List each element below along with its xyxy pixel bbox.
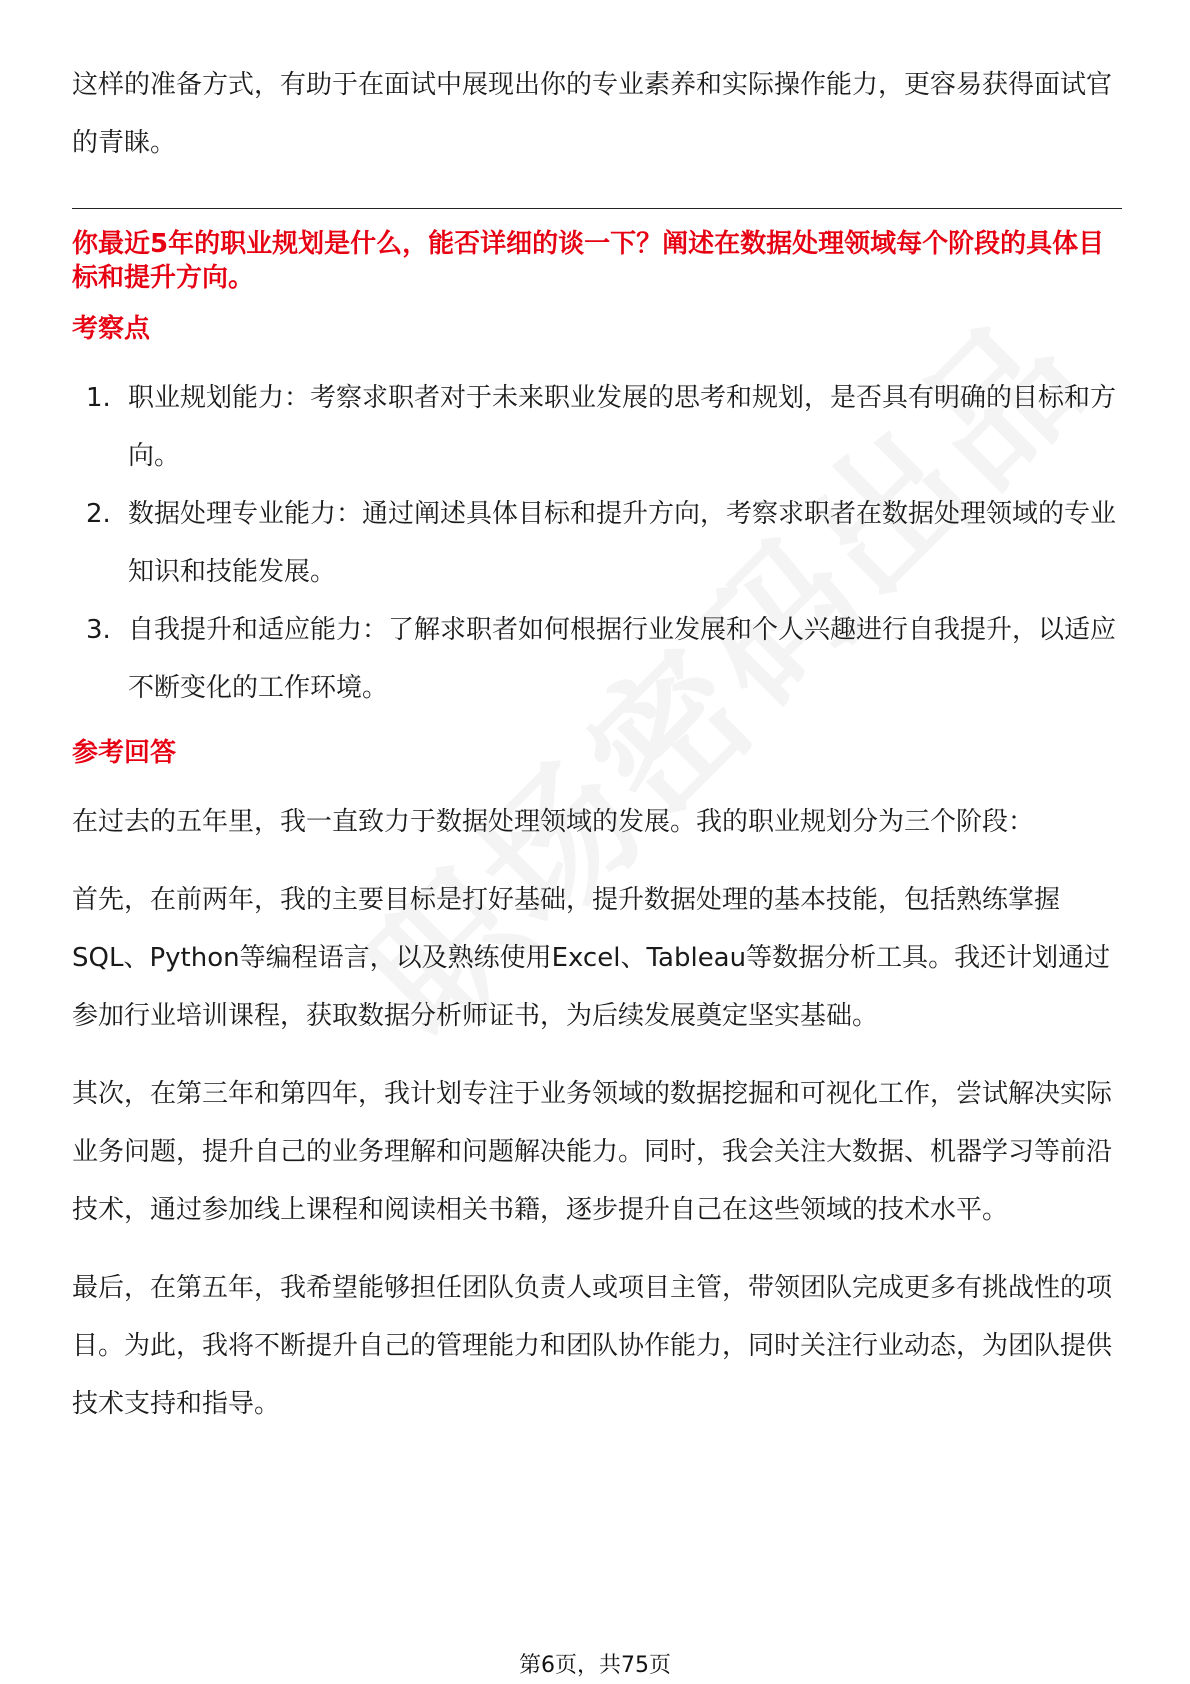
answer-paragraph: 在过去的五年里，我一直致力于数据处理领域的发展。我的职业规划分为三个阶段： <box>72 807 1035 837</box>
answer-paragraph: 首先，在前两年，我的主要目标是打好基础，提升数据处理的基本技能，包括熟练掌握SQL、Python等编程语言，以及熟练使用Excel、Tableau等数据分析工具。我还计划通过参加行业培训课程，获取数据分析师证书，为后续发展奠定坚实基础。 <box>72 885 1111 1031</box>
assessment-heading: 考察点 <box>72 314 151 344</box>
assessment-list <box>72 369 1122 717</box>
assessment-item <box>72 485 1122 601</box>
answer-paragraph: 其次，在第三年和第四年，我计划专注于业务领域的数据挖掘和可视化工作，尝试解决实际业务问题，提升自己的业务理解和问题解决能力。同时，我会关注大数据、机器学习等前沿技术，通过参加线上课程和阅读相关书籍，逐步提升自己在这些领域的技术水平。 <box>72 1079 1113 1225</box>
answer-heading: 参考回答 <box>72 738 177 768</box>
answer-paragraph: 最后，在第五年，我希望能够担任团队负责人或项目主管，带领团队完成更多有挑战性的项目。为此，我将不断提升自己的管理能力和团队协作能力，同时关注行业动态，为团队提供技术支持和指导。 <box>72 1273 1113 1419</box>
intro-paragraph: 这样的准备方式，有助于在面试中展现出你的专业素养和实际操作能力，更容易获得面试官的青睐。 <box>72 70 1113 158</box>
item-number: 3. <box>86 615 111 645</box>
section-divider <box>72 208 1122 209</box>
item-number: 1. <box>86 383 111 413</box>
page-content <box>72 56 1122 1453</box>
assessment-item <box>72 601 1122 717</box>
item-number: 2. <box>86 499 111 529</box>
page-number: 第6页，共75页 <box>519 1653 671 1678</box>
question-heading: 你最近5年的职业规划是什么，能否详细的谈一下？阐述在数据处理领域每个阶段的具体目标和提升方向。 <box>72 229 1105 293</box>
item-text: 自我提升和适应能力：了解求职者如何根据行业发展和个人兴趣进行自我提升，以适应不断变化的工作环境。 <box>128 615 1117 703</box>
item-text: 数据处理专业能力：通过阐述具体目标和提升方向，考察求职者在数据处理领域的专业知识和技能发展。 <box>128 499 1117 587</box>
assessment-item <box>72 369 1122 485</box>
item-text: 职业规划能力：考察求职者对于未来职业发展的思考和规划，是否具有明确的目标和方向。 <box>128 383 1117 471</box>
